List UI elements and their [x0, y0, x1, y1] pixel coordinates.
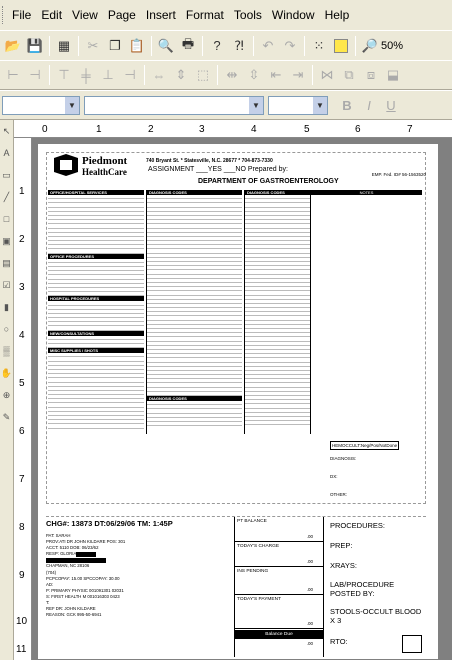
employer-id: EMP. Fed. ID# 56-1563520	[371, 172, 426, 177]
ruler-tick: 2	[148, 124, 154, 135]
procedures-label: PROCEDURES:	[330, 521, 386, 530]
ruler-tick: 1	[96, 124, 102, 135]
align-middle-icon[interactable]: ╪	[81, 67, 91, 83]
space-vert-icon[interactable]: ⇳	[248, 67, 260, 82]
align-top-icon[interactable]: ⊤	[58, 67, 70, 82]
zoom-level[interactable]: 50%	[381, 39, 404, 52]
group-icon[interactable]: ⬓	[386, 67, 400, 82]
pen-tool-icon[interactable]: ✎	[2, 412, 11, 422]
menu-help[interactable]: Help	[324, 8, 350, 22]
ruler-tick: 3	[19, 282, 25, 293]
balance-boxes	[234, 517, 324, 657]
ellipse-tool-icon[interactable]: ○	[3, 324, 10, 334]
align-left-icon[interactable]: ⊢	[7, 67, 19, 82]
assignment-line: ASSIGNMENT ___YES ___NO Prepared by:	[148, 166, 288, 173]
ruler-tick: 6	[19, 426, 25, 437]
menubar-grip[interactable]	[2, 6, 5, 24]
logo-text-2: HealthCare	[82, 167, 127, 177]
patient-section	[46, 516, 426, 656]
todays-payment-box[interactable]: TODAY'S PAYMENT .00	[235, 595, 323, 629]
highlight-icon[interactable]	[334, 39, 348, 53]
form-page[interactable]	[38, 144, 438, 659]
distribute-icon[interactable]: ⋈	[320, 67, 334, 82]
rto-box[interactable]	[402, 635, 422, 653]
dx-label: DX:	[330, 474, 338, 479]
zoom-icon[interactable]: 🔎	[361, 37, 379, 53]
ruler-tick: 4	[19, 330, 25, 341]
ruler-tick: 1	[19, 186, 25, 197]
menu-insert[interactable]: Insert	[145, 8, 176, 22]
alignment-toolbar	[0, 60, 452, 90]
pat-line: P: PRIMARY PHYSIC 001091301 02031	[46, 587, 124, 593]
pat-line: RESP: GLORIA	[46, 551, 125, 557]
logo-text-1: Piedmont	[82, 155, 128, 167]
ruler-tick: 7	[407, 124, 413, 135]
pat-line: ACCT: 5110 DOB: 06/23/62	[46, 545, 99, 551]
prep-label: PREP:	[330, 541, 353, 550]
pat-line: REF DR: JOHN KILDARE	[46, 606, 96, 612]
order-front-icon[interactable]: ⧉	[344, 67, 354, 82]
pat-line: PAT: SARAH	[46, 533, 71, 538]
separator	[49, 36, 50, 56]
ruler-tick: 5	[19, 378, 25, 389]
balance-due-value: .00	[306, 641, 313, 646]
separator	[217, 65, 218, 85]
menu-window[interactable]: Window	[271, 8, 315, 22]
redaction	[76, 552, 96, 557]
separator	[151, 36, 152, 56]
image-tool-icon[interactable]: ▣	[2, 236, 11, 246]
pat-line: REASON: GCK 995-50-6941	[46, 612, 102, 618]
stools-label: STOOLS-OCCULT BLOOD X 3	[330, 607, 422, 625]
order-back-icon[interactable]: ⧈	[366, 67, 376, 82]
chevron-down-icon: ▼	[65, 97, 79, 114]
ruler-tick: 11	[16, 644, 27, 655]
menu-tools[interactable]: Tools	[233, 8, 262, 22]
save-icon[interactable]: 💾	[26, 37, 44, 53]
other-label: OTHER:	[330, 492, 348, 497]
style-combo[interactable]	[2, 96, 80, 115]
barcode-tool-icon[interactable]: ▮	[4, 302, 9, 312]
help-icon[interactable]: ?	[213, 38, 221, 53]
pat-line: AD:	[46, 581, 54, 587]
chevron-down-icon: ▼	[313, 97, 327, 114]
design-canvas[interactable]	[32, 138, 452, 660]
patient-info	[46, 533, 125, 618]
font-size-combo[interactable]	[268, 96, 328, 115]
todays-charge-box[interactable]: TODAY'S CHARGE .00	[235, 542, 323, 567]
same-width-icon[interactable]: ⇔	[152, 67, 166, 83]
form-row	[147, 422, 242, 426]
align-center-icon[interactable]: ⊣	[29, 67, 41, 82]
space-horiz-icon[interactable]: ⇹	[226, 67, 238, 82]
ins-pending-box[interactable]: INS PENDING .00	[235, 567, 323, 595]
separator	[355, 36, 356, 56]
ruler-tick: 6	[355, 124, 361, 135]
rto-label: RTO:	[330, 637, 348, 646]
section-header: OFFICE PROCEDURES	[48, 254, 144, 259]
text-tool-icon[interactable]: A	[3, 148, 10, 158]
print-icon[interactable]: 🖶	[181, 35, 195, 51]
pt-balance-box[interactable]: PT BALANCE .00	[235, 517, 323, 542]
same-height-icon[interactable]: ⇕	[175, 67, 187, 82]
notes-column	[310, 190, 422, 434]
underline-icon[interactable]: U	[386, 97, 396, 113]
line-tool-icon[interactable]: ╱	[3, 192, 10, 202]
standard-toolbar	[0, 30, 452, 60]
align-bottom-icon[interactable]: ⊥	[102, 67, 114, 82]
pat-line: (704)	[46, 569, 57, 575]
ruler-tick: 5	[304, 124, 310, 135]
menu-file[interactable]: File	[12, 8, 32, 22]
copy-icon[interactable]: ❐	[109, 37, 121, 53]
italic-icon[interactable]: I	[367, 97, 371, 113]
diagnosis-label: DIAGNOSIS:	[330, 456, 357, 461]
ruler-tick: 0	[42, 124, 48, 135]
form-row	[48, 424, 144, 428]
table-tool-icon[interactable]: ▤	[2, 258, 11, 268]
form-row	[245, 421, 310, 425]
menu-view[interactable]: View	[72, 8, 98, 22]
ruler-tick: 2	[19, 234, 25, 245]
redaction	[46, 558, 106, 563]
hand-tool-icon[interactable]: ✋	[0, 368, 13, 378]
chevron-down-icon: ▼	[249, 97, 263, 114]
same-size-icon[interactable]: ⬚	[196, 67, 210, 82]
grid-icon[interactable]: ▦	[57, 37, 71, 53]
ruler-tick: 8	[19, 522, 25, 533]
separator	[78, 36, 79, 56]
diagnosis-column-1	[146, 190, 242, 434]
services-column	[48, 190, 144, 434]
menu-page[interactable]: Page	[107, 8, 136, 22]
section-header: DIAGNOSIS CODES	[147, 396, 242, 401]
pat-line: S: FIRST HEALTH M 001016303 0423	[46, 593, 120, 599]
box-tool-icon[interactable]: □	[3, 214, 10, 224]
vertical-ruler[interactable]	[14, 138, 32, 660]
zoom-tool-icon[interactable]: ⊕	[2, 390, 11, 400]
col2-header: DIAGNOSIS CODES	[147, 190, 242, 195]
section-header: MISC SUPPLIES / SHOTS	[48, 348, 144, 353]
cut-icon[interactable]: ✂	[87, 37, 99, 53]
ruler-tick: 7	[19, 474, 25, 485]
notes-header: NOTES	[311, 190, 422, 195]
center-vert-icon[interactable]: ⇥	[292, 67, 304, 82]
separator	[144, 65, 145, 85]
ruler-tick: 10	[16, 616, 28, 627]
toolbox	[0, 120, 14, 660]
section-header: NEW/CONSULTATIONS	[48, 331, 144, 336]
horizontal-ruler[interactable]	[14, 120, 452, 138]
format-toolbar	[0, 90, 452, 120]
section-header: HOSPITAL PROCEDURES	[48, 296, 144, 301]
font-combo[interactable]	[84, 96, 264, 115]
separator	[49, 65, 50, 85]
col1-header: OFFICE/HOSPITAL SERVICES	[48, 190, 144, 195]
pat-line: T:	[46, 600, 50, 606]
pat-line: PROV:ATI DR JOHN KILDARE POS: 301	[46, 539, 126, 545]
ruler-tick: 9	[19, 570, 25, 581]
address: 740 Bryant St. * Statesville, N.C. 28677 * 704-873-7330	[146, 158, 273, 164]
pat-line: PCPCOPAY: 15.00 SPCCOPAY: 30.00	[46, 575, 120, 581]
department-title: DEPARTMENT OF GASTROENTEROLOGY	[198, 178, 339, 185]
menu-format[interactable]: Format	[185, 8, 224, 22]
select-tool-icon[interactable]: ↖	[2, 126, 11, 136]
context-help-icon[interactable]: ⁈	[234, 37, 244, 53]
undo-icon[interactable]: ↶	[262, 37, 274, 53]
align-right-icon[interactable]: ⊣	[124, 67, 136, 82]
snap-grid-icon[interactable]: ⁙	[313, 37, 325, 53]
fill-tool-icon[interactable]: ▒	[3, 346, 10, 356]
redo-icon[interactable]: ↷	[284, 37, 296, 53]
separator	[304, 36, 305, 56]
ruler-tick: 4	[251, 124, 257, 135]
ruler-tick: 3	[199, 124, 205, 135]
paste-icon[interactable]: 📋	[128, 37, 146, 53]
lab-posted-label: LAB/PROCEDURE POSTED BY:	[330, 580, 395, 598]
col3-header: DIAGNOSIS CODES	[245, 190, 310, 195]
diagnosis-column-2	[244, 190, 310, 434]
field-tool-icon[interactable]: ▭	[2, 170, 11, 180]
balance-due-header: Balance Due	[235, 630, 323, 639]
checkbox-tool-icon[interactable]: ☑	[2, 280, 11, 290]
center-horiz-icon[interactable]: ⇤	[270, 67, 282, 82]
open-icon[interactable]: 📂	[4, 37, 22, 53]
charge-number: CHG#: 13873 DT:06/29/06 TM: 1:45P	[46, 519, 173, 528]
bold-icon[interactable]: B	[342, 97, 352, 113]
separator	[202, 36, 203, 56]
menu-bar	[0, 0, 452, 30]
separator	[312, 65, 313, 85]
pat-line: CHAPMAN, NC 28106	[46, 563, 90, 569]
logo	[52, 152, 142, 178]
xrays-label: XRAYS:	[330, 561, 357, 570]
print-preview-icon[interactable]: 🔍	[157, 37, 175, 53]
separator	[253, 36, 254, 56]
hemoccult-field[interactable]: HEMOCCULT:Neg/Pos/NotDone	[332, 443, 398, 448]
menu-edit[interactable]: Edit	[41, 8, 63, 22]
